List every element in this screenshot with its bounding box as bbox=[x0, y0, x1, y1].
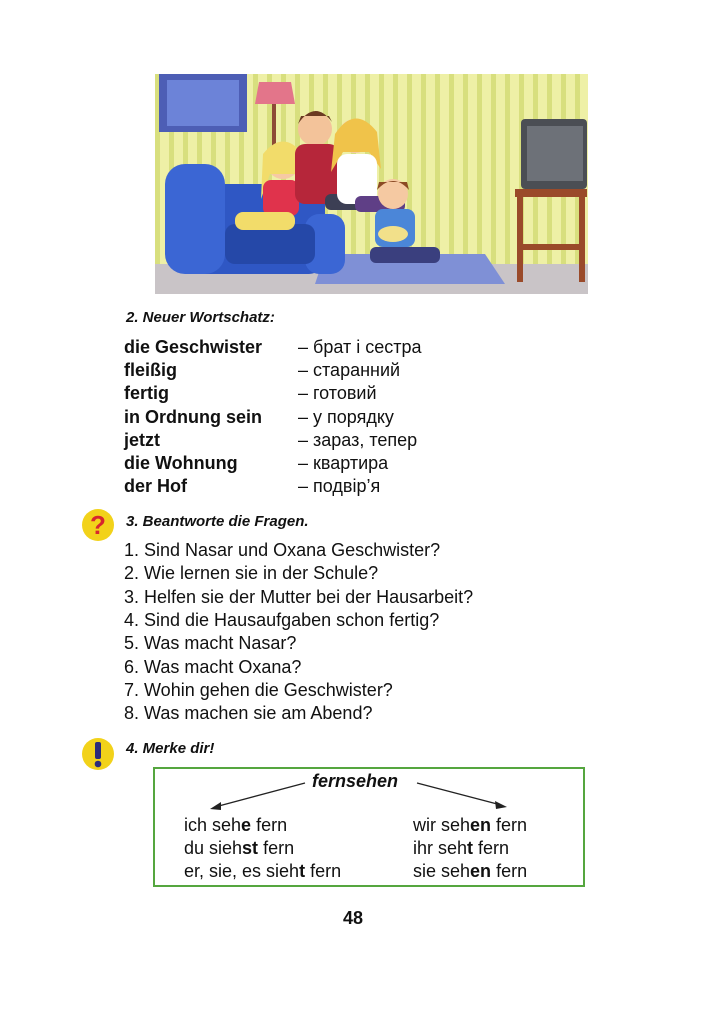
vocab-german-word: fleißig bbox=[124, 360, 177, 381]
conjugation-box bbox=[153, 767, 585, 887]
vocab-translation: – готовий bbox=[298, 383, 377, 404]
vocab-row bbox=[124, 359, 544, 382]
question-item: 1. Sind Nasar und Oxana Geschwister? bbox=[124, 540, 441, 561]
questions-list bbox=[124, 539, 473, 725]
section-2-title: 2. Neuer Wortschatz: bbox=[126, 309, 275, 326]
question-item: 8. Was machen sie am Abend? bbox=[124, 703, 373, 724]
question-item: 7. Wohin gehen die Geschwister? bbox=[124, 679, 393, 700]
page-number: 48 bbox=[342, 908, 364, 928]
section-4-title: 4. Merke dir! bbox=[126, 740, 215, 757]
conjugation-line: er, sie, es sieh t fern bbox=[184, 861, 342, 881]
verb-heading: fernsehen bbox=[312, 771, 399, 791]
conjugation-singular bbox=[184, 814, 341, 883]
vocab-row bbox=[124, 336, 544, 359]
vocab-translation: – зараз, тепер bbox=[298, 429, 418, 450]
exclamation-mark-icon bbox=[81, 737, 115, 771]
conjugation-line: ich seh e fern bbox=[184, 815, 288, 835]
vocab-german-word: fertig bbox=[124, 383, 169, 404]
conjugation-line: wir seh en fern bbox=[413, 815, 528, 835]
question-item: 4. Sind die Hausaufgaben schon fertig? bbox=[124, 610, 440, 631]
vocab-german-word: in Ordnung sein bbox=[124, 406, 262, 427]
conjugation-line: ihr seh t fern bbox=[413, 838, 510, 858]
question-item: 3. Helfen sie der Mutter bei der Hausarbeit? bbox=[124, 586, 474, 607]
vocab-german-word: jetzt bbox=[124, 429, 160, 450]
conjugation-line: du sieh st fern bbox=[184, 838, 295, 858]
section-3-title: 3. Beantworte die Fragen. bbox=[126, 513, 309, 530]
question-item: 2. Wie lernen sie in der Schule? bbox=[124, 563, 379, 584]
family-watching-tv-illustration bbox=[155, 74, 588, 294]
question-item: 6. Was macht Oxana? bbox=[124, 656, 302, 677]
conjugation-plural bbox=[413, 814, 527, 883]
question-mark-icon bbox=[81, 508, 115, 542]
vocab-german-word: der Hof bbox=[124, 476, 187, 497]
svg-text:?: ? bbox=[90, 510, 106, 540]
vocab-row bbox=[124, 475, 544, 498]
vocab-translation: – квартира bbox=[298, 453, 389, 474]
conjugation-line: sie seh en fern bbox=[413, 861, 528, 881]
vocab-row bbox=[124, 429, 544, 452]
vocab-german-word: die Geschwister bbox=[124, 337, 263, 358]
vocab-row bbox=[124, 382, 544, 405]
vocab-german-word: die Wohnung bbox=[124, 453, 238, 474]
vocab-translation: – подвір’я bbox=[298, 476, 381, 497]
vocab-translation: – брат і сестра bbox=[298, 337, 422, 358]
vocab-translation: – старанний bbox=[298, 360, 401, 381]
vocab-row bbox=[124, 406, 544, 429]
vocab-row bbox=[124, 452, 544, 475]
vocab-translation: – у порядку bbox=[298, 406, 394, 427]
vocabulary-list bbox=[124, 336, 544, 498]
question-item: 5. Was macht Nasar? bbox=[124, 633, 297, 654]
